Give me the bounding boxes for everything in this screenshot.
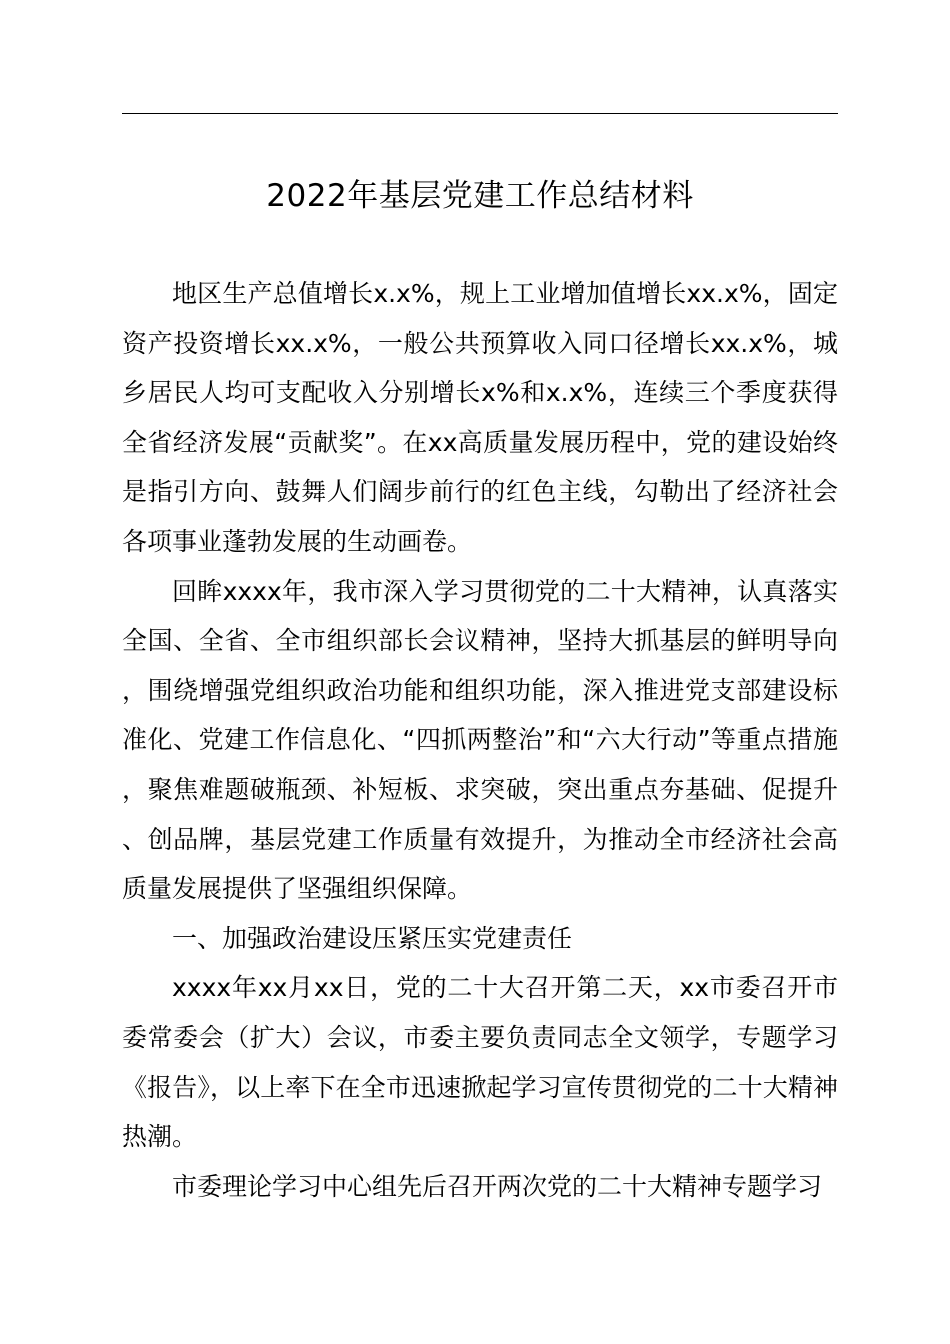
header-rule bbox=[122, 113, 838, 114]
section-heading-political-building: 一、加强政治建设压紧压实党建责任 bbox=[172, 923, 573, 953]
paragraph-year-review: 回眸xxxx年，我市深入学习贯彻党的二十大精神，认真落实全国、全省、全市组织部长会议精神，坚持大抓基层的鲜明导向，围绕增强党组织政治功能和组织功能，深入推进党支部建设标准化、党建工作信息化、“四抓两整治”和“六大行动”等重点措施，聚焦难题破瓶颈、补短板、求突破，突出重点夯基础、促提升、创品牌，基层党建工作质量有效提升，为推动全市经济社会高质量发展提供了坚强组织保障。 bbox=[122, 576, 838, 904]
paragraph-economy-summary: 地区生产总值增长x.x%，规上工业增加值增长xx.x%，固定资产投资增长xx.x%，一般公共预算收入同口径增长xx.x%，城乡居民人均可支配收入分别增长x%和x.x%，连续三个季度获得全省经济发展“贡献奖”。在xx高质量发展历程中，党的建设始终是指引方向、鼓舞人们阔步前行的红色主线，勾勒出了经济社会各项事业蓬勃发展的生动画卷。 bbox=[122, 279, 838, 556]
paragraph-standing-committee-meeting: xxxx年xx月xx日，党的二十大召开第二天，xx市委召开市委常委会（扩大）会议，市委主要负责同志全文领学，专题学习《报告》，以上率下在全市迅速掀起学习宣传贯彻党的二十大精神热潮。 bbox=[122, 973, 838, 1152]
document-body bbox=[122, 269, 838, 1211]
paragraph-study-group: 市委理论学习中心组先后召开两次党的二十大精神专题学习 bbox=[172, 1171, 823, 1201]
document-title: 2022年基层党建工作总结材料 bbox=[266, 178, 694, 214]
